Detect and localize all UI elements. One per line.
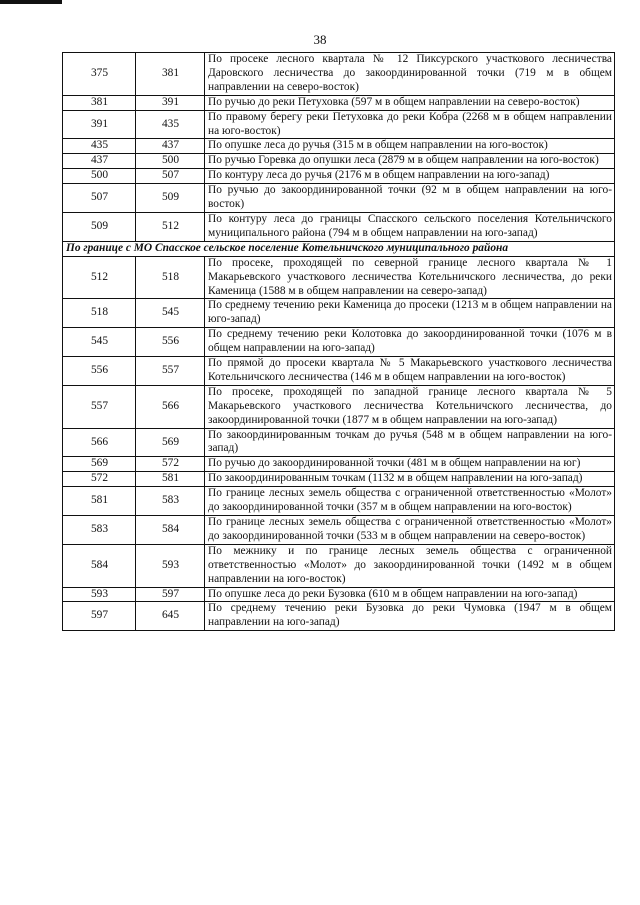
description-cell: По ручью до реки Петуховка (597 м в общем направлении на северо-восток) <box>205 95 615 110</box>
point-from-cell: 545 <box>63 328 136 357</box>
point-to-cell: 583 <box>136 487 205 516</box>
table-row <box>63 299 615 328</box>
point-to-cell: 518 <box>136 256 205 299</box>
description-cell: По опушке леса до ручья (315 м в общем направлении на юго-восток) <box>205 139 615 154</box>
point-from-cell: 557 <box>63 385 136 428</box>
point-to-cell: 581 <box>136 472 205 487</box>
point-to-cell: 572 <box>136 457 205 472</box>
description-cell: По закоординированным точкам до ручья (548 м в общем направлении на юго-запад) <box>205 428 615 457</box>
point-to-cell: 566 <box>136 385 205 428</box>
table-row <box>63 184 615 213</box>
point-from-cell: 581 <box>63 487 136 516</box>
table-row <box>63 428 615 457</box>
point-to-cell: 512 <box>136 212 205 241</box>
point-from-cell: 584 <box>63 544 136 587</box>
point-to-cell: 381 <box>136 53 205 96</box>
description-cell: По просеке, проходящей по северной границе лесного квартала № 1 Макарьевского участкового лесничества Котельничского лесничества, до реки Каменица (1588 м в общем направлении на северо-запад) <box>205 256 615 299</box>
table-row <box>63 212 615 241</box>
description-cell: По прямой до просеки квартала № 5 Макарьевского участкового лесничества Котельничского лесничества (146 м в общем направлении на юго-восток) <box>205 357 615 386</box>
point-to-cell: 507 <box>136 169 205 184</box>
point-from-cell: 556 <box>63 357 136 386</box>
table-row <box>63 154 615 169</box>
point-to-cell: 435 <box>136 110 205 139</box>
description-cell: По ручью Горевка до опушки леса (2879 м в общем направлении на юго-восток) <box>205 154 615 169</box>
description-cell: По границе лесных земель общества с ограниченной ответственностью «Молот» до закоординированной точки (357 м в общем направлении на юго-восток) <box>205 487 615 516</box>
page-number: 38 <box>313 32 327 47</box>
point-from-cell: 435 <box>63 139 136 154</box>
table-row <box>63 544 615 587</box>
point-from-cell: 509 <box>63 212 136 241</box>
table-row <box>63 110 615 139</box>
point-from-cell: 391 <box>63 110 136 139</box>
top-edge-rule <box>0 0 62 4</box>
table-row <box>63 53 615 96</box>
description-cell: По ручью до закоординированной точки (92 м в общем направлении на юго-восток) <box>205 184 615 213</box>
point-from-cell: 437 <box>63 154 136 169</box>
table-row <box>63 256 615 299</box>
table-row <box>63 385 615 428</box>
point-from-cell: 512 <box>63 256 136 299</box>
description-cell: По границе лесных земель общества с ограниченной ответственностью «Молот» до закоординированной точки (533 м в общем направлении на северо-восток) <box>205 516 615 545</box>
point-to-cell: 645 <box>136 602 205 631</box>
description-cell: По межнику и по границе лесных земель общества с ограниченной ответственностью «Молот» до закоординированной точки (1492 м в общем направлении на юго-восток) <box>205 544 615 587</box>
table-row <box>63 472 615 487</box>
point-from-cell: 381 <box>63 95 136 110</box>
point-from-cell: 507 <box>63 184 136 213</box>
point-to-cell: 597 <box>136 587 205 602</box>
description-cell: По просеке лесного квартала № 12 Пиксурского участкового лесничества Даровского лесничества до закоординированной точки (719 м в общем направлении на северо-восток) <box>205 53 615 96</box>
description-cell: По опушке леса до реки Бузовка (610 м в общем направлении на юго-запад) <box>205 587 615 602</box>
point-to-cell: 545 <box>136 299 205 328</box>
section-header-row <box>63 241 615 256</box>
description-cell: По закоординированным точкам (1132 м в общем направлении на юго-запад) <box>205 472 615 487</box>
description-cell: По контуру леса до ручья (2176 м в общем направлении на юго-запад) <box>205 169 615 184</box>
description-cell: По среднему течению реки Колотовка до закоординированной точки (1076 м в общем направлении на юго-запад) <box>205 328 615 357</box>
description-cell: По ручью до закоординированной точки (481 м в общем направлении на юг) <box>205 457 615 472</box>
point-from-cell: 583 <box>63 516 136 545</box>
table-row <box>63 516 615 545</box>
point-from-cell: 500 <box>63 169 136 184</box>
table-row <box>63 357 615 386</box>
description-cell: По среднему течению реки Каменица до просеки (1213 м в общем направлении на юго-запад) <box>205 299 615 328</box>
point-from-cell: 572 <box>63 472 136 487</box>
table-row <box>63 457 615 472</box>
point-from-cell: 593 <box>63 587 136 602</box>
table-row <box>63 328 615 357</box>
point-to-cell: 569 <box>136 428 205 457</box>
point-to-cell: 556 <box>136 328 205 357</box>
point-from-cell: 518 <box>63 299 136 328</box>
point-from-cell: 569 <box>63 457 136 472</box>
point-to-cell: 500 <box>136 154 205 169</box>
point-to-cell: 509 <box>136 184 205 213</box>
point-from-cell: 597 <box>63 602 136 631</box>
section-header: По границе с МО Спасское сельское поселение Котельничского муниципального района <box>63 241 615 256</box>
description-cell: По контуру леса до границы Спасского сельского поселения Котельничского муниципального района (794 м в общем направлении на юго-запад) <box>205 212 615 241</box>
boundary-table <box>62 52 615 631</box>
point-from-cell: 566 <box>63 428 136 457</box>
point-to-cell: 437 <box>136 139 205 154</box>
table-row <box>63 587 615 602</box>
table-row <box>63 139 615 154</box>
point-from-cell: 375 <box>63 53 136 96</box>
table-row <box>63 95 615 110</box>
point-to-cell: 593 <box>136 544 205 587</box>
boundary-table-body <box>63 53 615 631</box>
description-cell: По просеке, проходящей по западной границе лесного квартала № 5 Макарьевского участкового лесничества Котельничского лесничества, до закоординированной точки (1877 м в общем направлении на юго-запад) <box>205 385 615 428</box>
table-row <box>63 487 615 516</box>
table-row <box>63 602 615 631</box>
table-row <box>63 169 615 184</box>
description-cell: По правому берегу реки Петуховка до реки Кобра (2268 м в общем направлении на юго-восток) <box>205 110 615 139</box>
description-cell: По среднему течению реки Бузовка до реки Чумовка (1947 м в общем направлении на юго-запад) <box>205 602 615 631</box>
point-to-cell: 584 <box>136 516 205 545</box>
point-to-cell: 557 <box>136 357 205 386</box>
point-to-cell: 391 <box>136 95 205 110</box>
